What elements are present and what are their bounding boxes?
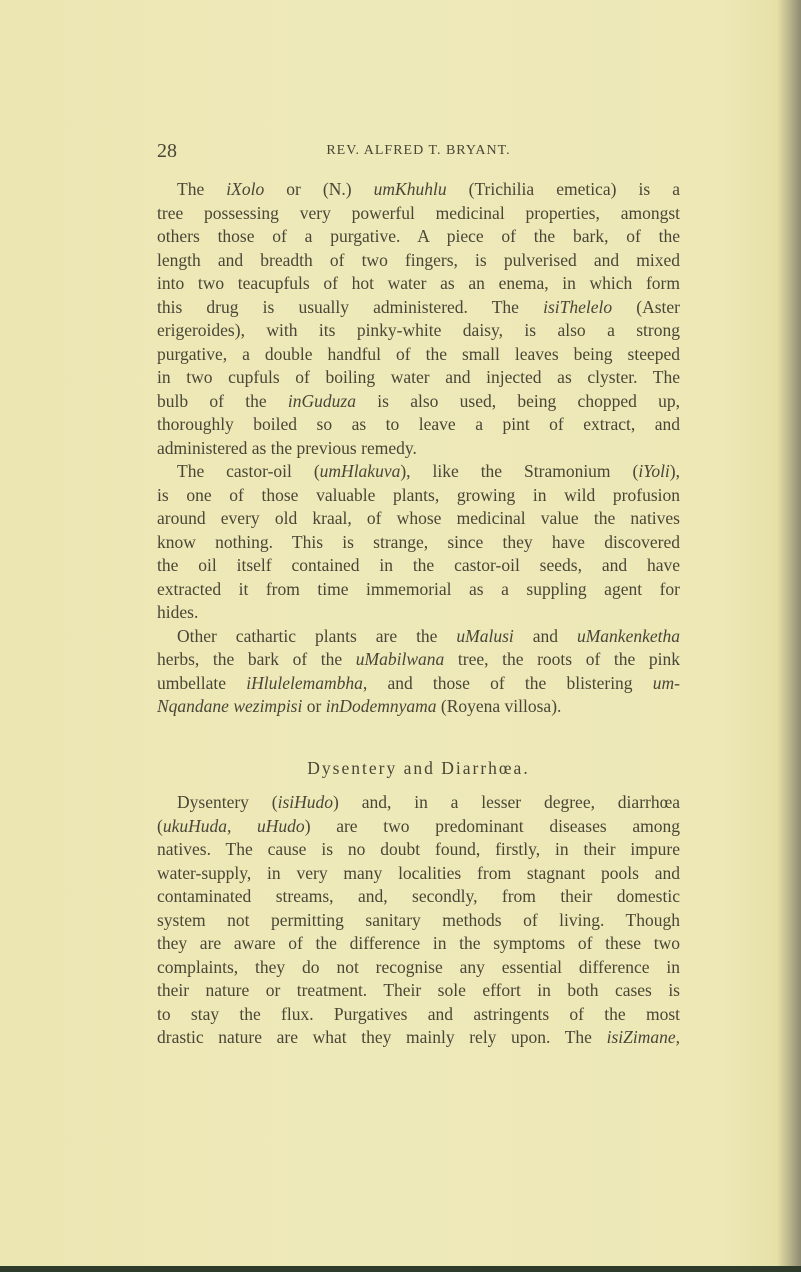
text-run: or (N.) — [264, 179, 374, 199]
italic-term: inGuduza — [287, 390, 356, 411]
text-line — [157, 672, 680, 696]
section-heading: Dysentery and Diarrhœa. — [307, 757, 530, 778]
text-line — [157, 1026, 680, 1050]
italic-term: uMankenketha — [576, 625, 680, 646]
text-line — [157, 815, 680, 839]
text-line — [157, 366, 680, 390]
text-run: or — [302, 696, 326, 716]
italic-term: isiHudo — [277, 792, 334, 812]
text-run: ) are two predominant diseases among — [304, 815, 680, 836]
text-line — [157, 413, 680, 437]
text-line — [157, 625, 680, 649]
italic-term: umHlakuva — [319, 461, 401, 481]
italic-term: umKhuhlu — [373, 179, 447, 199]
text-run: contaminated streams, and, secondly, from their domestic — [157, 886, 680, 906]
text-run: system not permitting sanitary methods of living. Though — [157, 909, 680, 930]
text-line — [157, 296, 680, 320]
text-run: to stay the flux. Purgatives and astringents of the most — [157, 1003, 680, 1024]
text-line — [157, 390, 680, 414]
italic-term: isiZimane, — [606, 1027, 680, 1047]
text-line — [157, 909, 680, 933]
italic-term: iXolo — [226, 179, 265, 199]
italic-term: iHlulelemambha — [246, 672, 363, 693]
text-line — [157, 956, 680, 980]
text-line — [157, 484, 680, 508]
text-run: complaints, they do not recognise any essential difference in — [157, 956, 680, 977]
text-run: into two teacupfuls of hot water as an enema, in which form — [157, 273, 680, 293]
text-run: purgative, a double handful of the small leaves being steeped — [157, 343, 680, 364]
text-run: Other cathartic plants are the — [177, 625, 457, 646]
italic-term: Nqandane wezimpisi — [157, 696, 303, 716]
text-run: ), — [669, 461, 680, 481]
text-line — [157, 1003, 680, 1027]
text-line — [157, 249, 680, 273]
text-run: umbellate — [157, 672, 247, 693]
text-run: drastic nature are what they mainly rely upon. The — [157, 1027, 607, 1047]
text-line — [157, 554, 680, 578]
italic-term: uMabilwana — [355, 649, 445, 669]
text-run: tree possessing very powerful medicinal properties, amongst — [157, 202, 680, 223]
text-run: administered as the previous remedy. — [157, 437, 417, 458]
text-run: erigeroides), with its pinky-white daisy, is also a strong — [157, 320, 680, 340]
text-line — [157, 695, 680, 719]
text-line — [157, 178, 680, 202]
text-run: natives. The cause is no doubt found, firstly, in their impure — [157, 839, 680, 859]
text-run: this drug is usually administered. The — [157, 296, 544, 317]
page-number: 28 — [157, 140, 177, 162]
text-line — [157, 272, 680, 296]
italic-term: uMalusi — [456, 625, 514, 646]
text-run: (Royena villosa). — [436, 696, 562, 716]
text-run: tree, the roots of the pink — [444, 649, 680, 669]
paragraph — [157, 791, 680, 1050]
italic-term: um- — [652, 672, 680, 693]
text-run: The castor-oil ( — [177, 461, 320, 481]
paragraph — [157, 178, 680, 460]
paragraph — [157, 460, 680, 625]
text-run: their nature or treatment. Their sole effort in both cases is — [157, 980, 680, 1000]
running-title: REV. ALFRED T. BRYANT. — [326, 143, 511, 158]
text-line — [157, 507, 680, 531]
text-line — [157, 225, 680, 249]
text-run: extracted it from time immemorial as a suppling agent for — [157, 578, 680, 599]
text-line — [157, 531, 680, 555]
italic-term: isiThelelo — [543, 296, 613, 317]
text-line — [157, 460, 680, 484]
text-run: length and breadth of two fingers, is pulverised and mixed — [157, 249, 680, 270]
paragraphs-after — [157, 791, 680, 1050]
text-run: is one of those valuable plants, growing in wild profusion — [157, 484, 680, 505]
text-line — [157, 319, 680, 343]
text-run: (Aster — [612, 296, 680, 317]
text-run: herbs, the bark of the — [157, 649, 356, 669]
text-line — [157, 648, 680, 672]
text-run: ( — [157, 815, 163, 836]
text-run: around every old kraal, of whose medicinal value the natives — [157, 508, 680, 528]
text-line — [157, 578, 680, 602]
text-run: and — [513, 625, 577, 646]
text-line — [157, 838, 680, 862]
text-line — [157, 601, 680, 625]
scan-edge — [0, 1266, 801, 1272]
text-run: The — [177, 179, 227, 199]
text-run: Dysentery ( — [177, 792, 278, 812]
text-line — [157, 343, 680, 367]
italic-term: iYoli — [638, 461, 670, 481]
text-run: in two cupfuls of boiling water and injected as clyster. The — [157, 367, 680, 387]
text-line — [157, 885, 680, 909]
text-run: ) and, in a lesser degree, diarrhœa — [333, 792, 680, 812]
text-run: know nothing. This is strange, since they have discovered — [157, 531, 680, 552]
text-line — [157, 437, 680, 461]
text-run: ), like the Stramonium ( — [400, 461, 639, 481]
text-line — [157, 202, 680, 226]
text-run: others those of a purgative. A piece of the bark, of the — [157, 226, 680, 246]
text-line — [157, 862, 680, 886]
text-run: hides. — [157, 602, 199, 622]
text-line — [157, 791, 680, 815]
text-run: water-supply, in very many localities from stagnant pools and — [157, 862, 680, 883]
page-body — [157, 178, 680, 1050]
text-line — [157, 979, 680, 1003]
page-header — [157, 140, 680, 166]
paragraphs-before — [157, 178, 680, 719]
paragraph — [157, 625, 680, 719]
text-run: , and those of the blistering — [362, 672, 653, 693]
italic-term: ukuHuda, uHudo — [162, 815, 305, 836]
italic-term: inDodemnyama — [325, 696, 437, 716]
text-line — [157, 932, 680, 956]
text-run: (Trichilia emetica) is a — [446, 179, 680, 199]
text-run: bulb of the — [157, 390, 288, 411]
text-run: is also used, being chopped up, — [355, 390, 680, 411]
text-run: the oil itself contained in the castor-oil seeds, and have — [157, 555, 680, 575]
text-run: thoroughly boiled so as to leave a pint of extract, and — [157, 414, 680, 434]
text-run: they are aware of the difference in the symptoms of these two — [157, 933, 680, 953]
